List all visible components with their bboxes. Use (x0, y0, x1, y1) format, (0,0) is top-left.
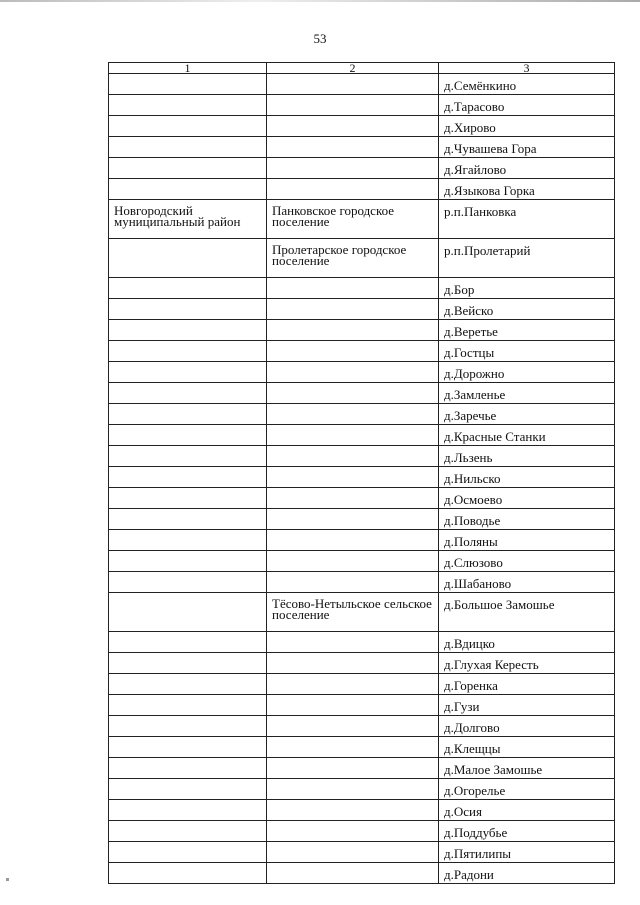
district-cell (109, 758, 267, 779)
settlement-cell: Панковское городское поселение (267, 200, 439, 239)
settlement-cell (267, 509, 439, 530)
column-header-2: 2 (267, 63, 439, 74)
district-cell (109, 716, 267, 737)
district-cell: Новгородский муниципальный район (109, 200, 267, 239)
locality-cell: д.Поляны (439, 530, 615, 551)
settlement-cell (267, 137, 439, 158)
scan-speck (6, 878, 9, 881)
district-cell (109, 863, 267, 884)
settlement-cell (267, 863, 439, 884)
district-cell (109, 800, 267, 821)
settlement-cell (267, 74, 439, 95)
locality-cell: д.Гузи (439, 695, 615, 716)
district-cell (109, 551, 267, 572)
settlement-cell (267, 299, 439, 320)
district-cell (109, 488, 267, 509)
table-row (109, 653, 615, 674)
settlement-cell (267, 716, 439, 737)
district-cell (109, 446, 267, 467)
scan-top-edge (0, 0, 640, 2)
table-row (109, 116, 615, 137)
locality-cell: д.Бор (439, 278, 615, 299)
table-row (109, 95, 615, 116)
settlement-cell (267, 95, 439, 116)
settlement-cell (267, 737, 439, 758)
settlement-cell (267, 425, 439, 446)
locality-cell: д.Осмоево (439, 488, 615, 509)
settlement-cell (267, 383, 439, 404)
locality-cell: д.Клещцы (439, 737, 615, 758)
settlement-cell (267, 842, 439, 863)
table-row (109, 674, 615, 695)
district-cell (109, 425, 267, 446)
locality-cell: д.Льзень (439, 446, 615, 467)
locality-cell: д.Осия (439, 800, 615, 821)
locality-cell: д.Глухая Кересть (439, 653, 615, 674)
district-cell (109, 95, 267, 116)
district-cell (109, 278, 267, 299)
table-row (109, 341, 615, 362)
table-row (109, 239, 615, 278)
locality-cell: д.Малое Замошье (439, 758, 615, 779)
locality-cell: д.Огорелье (439, 779, 615, 800)
table-row (109, 737, 615, 758)
locality-cell: д.Поводье (439, 509, 615, 530)
table-row (109, 509, 615, 530)
settlement-cell (267, 572, 439, 593)
district-cell (109, 821, 267, 842)
settlement-cell (267, 116, 439, 137)
locality-cell: д.Чувашева Гора (439, 137, 615, 158)
settlement-cell (267, 800, 439, 821)
district-cell (109, 362, 267, 383)
locality-cell: д.Гостцы (439, 341, 615, 362)
locality-cell: д.Вейско (439, 299, 615, 320)
settlement-cell (267, 278, 439, 299)
settlement-cell (267, 467, 439, 488)
settlements-table (108, 62, 615, 884)
settlement-cell (267, 179, 439, 200)
district-cell (109, 842, 267, 863)
table-row (109, 716, 615, 737)
table-row (109, 467, 615, 488)
table-body (109, 74, 615, 884)
column-header-1: 1 (109, 63, 267, 74)
district-cell (109, 509, 267, 530)
district-cell (109, 116, 267, 137)
locality-cell: д.Долгово (439, 716, 615, 737)
settlement-cell (267, 446, 439, 467)
district-cell (109, 530, 267, 551)
table-row (109, 278, 615, 299)
table-row (109, 362, 615, 383)
settlement-cell (267, 488, 439, 509)
settlement-cell (267, 362, 439, 383)
table-row (109, 695, 615, 716)
district-cell (109, 383, 267, 404)
table-row (109, 593, 615, 632)
table-row (109, 74, 615, 95)
table-row (109, 821, 615, 842)
district-cell (109, 572, 267, 593)
district-cell (109, 239, 267, 278)
settlement-cell (267, 653, 439, 674)
table-row (109, 488, 615, 509)
settlement-cell: Тёсово-Нетыльское сельское поселение (267, 593, 439, 632)
locality-cell: д.Горенка (439, 674, 615, 695)
district-cell (109, 320, 267, 341)
table-row (109, 863, 615, 884)
locality-cell: д.Замленье (439, 383, 615, 404)
settlement-cell (267, 341, 439, 362)
settlement-cell (267, 632, 439, 653)
district-cell (109, 779, 267, 800)
district-cell (109, 653, 267, 674)
table-row (109, 158, 615, 179)
table-row (109, 779, 615, 800)
settlement-cell (267, 551, 439, 572)
district-cell (109, 632, 267, 653)
locality-cell: р.п.Панковка (439, 200, 615, 239)
table-header-row (109, 63, 615, 74)
district-cell (109, 737, 267, 758)
table-row (109, 446, 615, 467)
district-cell (109, 593, 267, 632)
locality-cell: д.Слюзово (439, 551, 615, 572)
settlement-cell (267, 779, 439, 800)
district-cell (109, 74, 267, 95)
locality-cell: д.Радони (439, 863, 615, 884)
table-row (109, 404, 615, 425)
table-row (109, 320, 615, 341)
locality-cell: д.Шабаново (439, 572, 615, 593)
settlement-cell (267, 404, 439, 425)
locality-cell: д.Поддубье (439, 821, 615, 842)
settlement-cell (267, 695, 439, 716)
locality-cell: д.Большое Замошье (439, 593, 615, 632)
district-cell (109, 299, 267, 320)
district-cell (109, 137, 267, 158)
locality-cell: д.Языкова Горка (439, 179, 615, 200)
settlement-cell (267, 158, 439, 179)
table-row (109, 800, 615, 821)
locality-cell: д.Веретье (439, 320, 615, 341)
table-row (109, 425, 615, 446)
locality-cell: д.Красные Станки (439, 425, 615, 446)
district-cell (109, 467, 267, 488)
locality-cell: д.Тарасово (439, 95, 615, 116)
locality-cell: д.Ягайлово (439, 158, 615, 179)
table-row (109, 299, 615, 320)
settlement-cell (267, 758, 439, 779)
settlement-cell (267, 530, 439, 551)
district-cell (109, 179, 267, 200)
district-cell (109, 674, 267, 695)
table-row (109, 758, 615, 779)
locality-cell: д.Хирово (439, 116, 615, 137)
locality-cell: р.п.Пролетарий (439, 239, 615, 278)
locality-cell: д.Пятилипы (439, 842, 615, 863)
settlement-cell: Пролетарское городское поселение (267, 239, 439, 278)
district-cell (109, 341, 267, 362)
table-row (109, 200, 615, 239)
locality-cell: д.Заречье (439, 404, 615, 425)
table-row (109, 530, 615, 551)
table-row (109, 632, 615, 653)
settlement-cell (267, 674, 439, 695)
table-row (109, 179, 615, 200)
locality-cell: д.Дорожно (439, 362, 615, 383)
locality-cell: д.Семёнкино (439, 74, 615, 95)
table-row (109, 572, 615, 593)
district-cell (109, 158, 267, 179)
table-row (109, 383, 615, 404)
page-number: 53 (313, 31, 327, 46)
locality-cell: д.Вдицко (439, 632, 615, 653)
settlement-cell (267, 821, 439, 842)
table-row (109, 137, 615, 158)
district-cell (109, 695, 267, 716)
table-row (109, 842, 615, 863)
table-row (109, 551, 615, 572)
district-cell (109, 404, 267, 425)
column-header-3: 3 (439, 63, 615, 74)
locality-cell: д.Нильско (439, 467, 615, 488)
settlement-cell (267, 320, 439, 341)
